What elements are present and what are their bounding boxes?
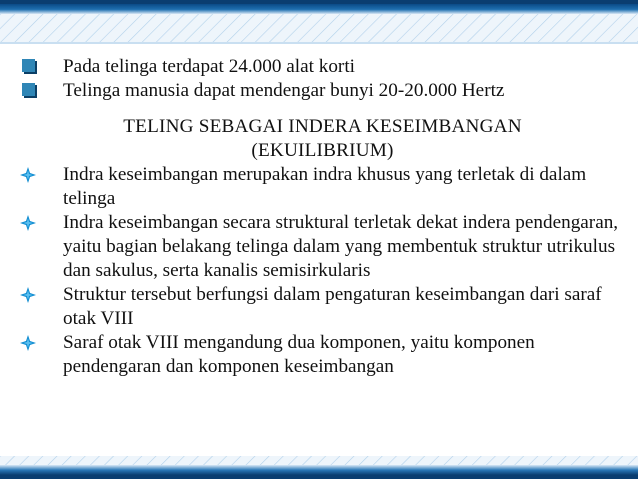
section-heading-line-1: TELING SEBAGAI INDERA KESEIMBANGAN — [123, 116, 522, 137]
square-bullet-item — [20, 79, 625, 103]
square-bullet-icon — [22, 59, 35, 72]
bullet-text: Telinga manusia dapat mendengar bunyi 20-20.000 Hertz — [63, 80, 505, 101]
square-bullet-icon — [22, 83, 35, 96]
top-band-graphic — [0, 0, 638, 46]
slide-content — [20, 55, 625, 379]
diamond-bullet-icon — [20, 287, 36, 303]
diamond-bullet-icon — [20, 167, 36, 183]
diamond-bullet-item — [20, 211, 625, 283]
bullet-text: Saraf otak VIII mengandung dua komponen, yaitu komponen pendengaran dan komponen keseimbangan — [63, 332, 535, 377]
bottom-band-graphic — [0, 456, 638, 479]
square-bullet-item — [20, 55, 625, 79]
bullet-text: Indra keseimbangan secara struktural terletak dekat indera pendengaran, yaitu bagian belakang telinga dalam yang membentuk struktur utrikulus dan sakulus, serta kanalis semisirkularis — [63, 212, 619, 281]
bullet-text: Pada telinga terdapat 24.000 alat korti — [63, 56, 355, 77]
diamond-bullet-icon — [20, 215, 36, 231]
diamond-bullet-item — [20, 331, 625, 379]
diamond-bullet-icon — [20, 335, 36, 351]
bullet-text: Indra keseimbangan merupakan indra khusus yang terletak di dalam telinga — [63, 164, 587, 209]
bottom-decorative-band — [0, 456, 638, 479]
top-decorative-band — [0, 0, 638, 46]
section-heading-line-2: (EKUILIBRIUM) — [251, 140, 394, 161]
diamond-bullet-item — [20, 163, 625, 211]
section-heading — [20, 115, 625, 163]
diamond-bullet-item — [20, 283, 625, 331]
bullet-text: Struktur tersebut berfungsi dalam pengaturan keseimbangan dari saraf otak VIII — [63, 284, 602, 329]
